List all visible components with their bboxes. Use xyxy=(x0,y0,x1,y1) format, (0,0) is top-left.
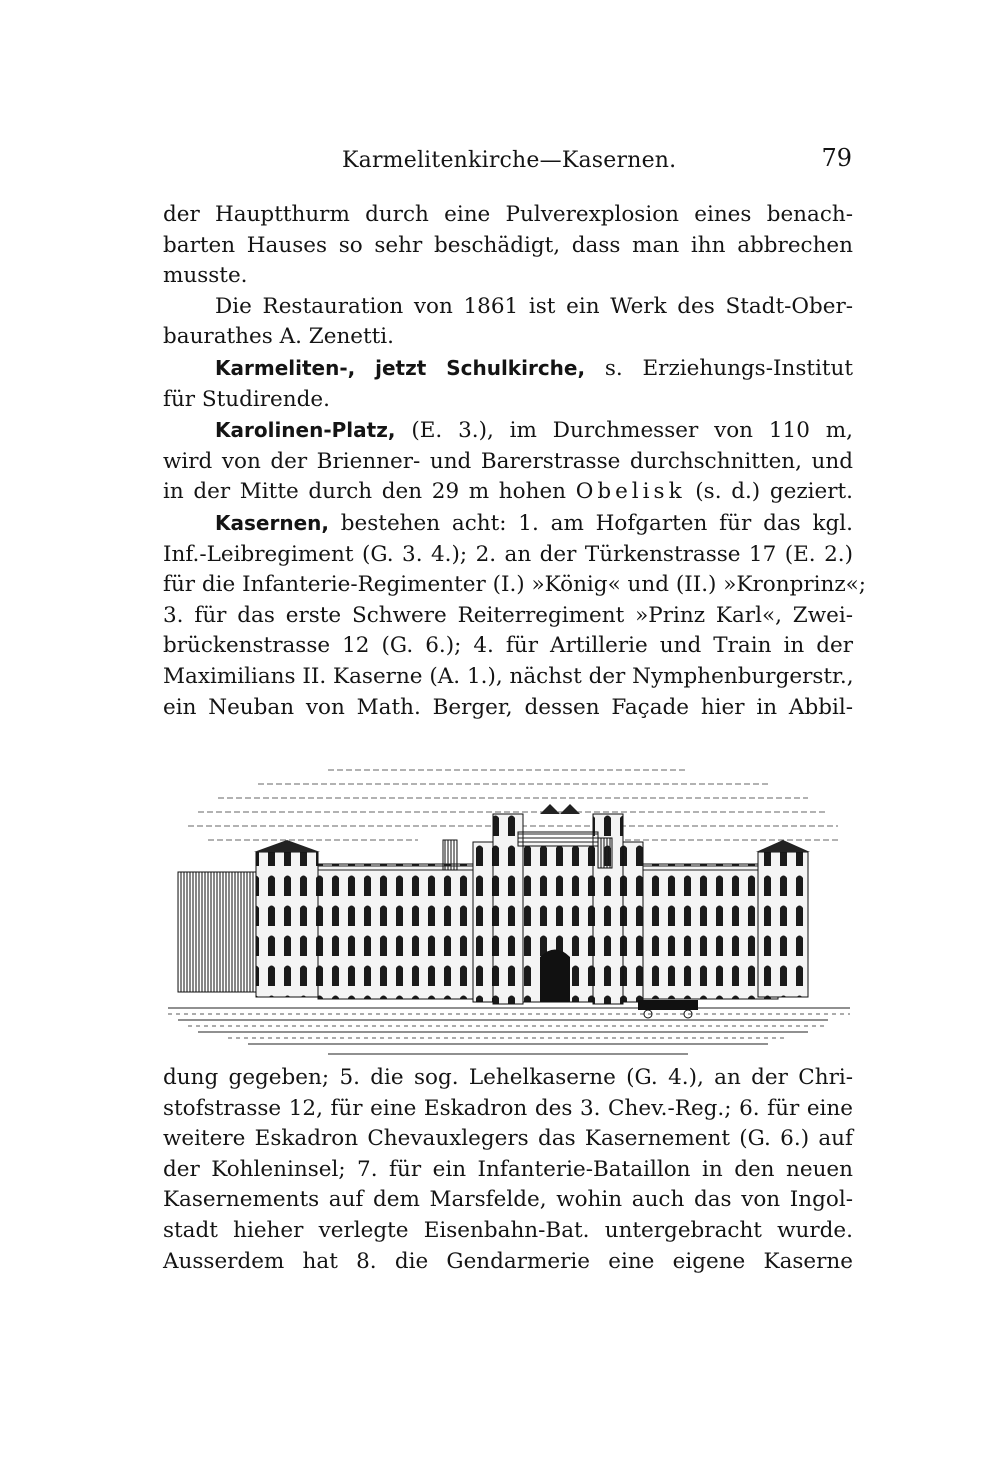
paragraph-restauration xyxy=(163,292,853,353)
body-text-top xyxy=(163,200,867,723)
text-line: musste. xyxy=(163,263,248,289)
entry-term: Karolinen-Platz, xyxy=(215,418,396,443)
entry-text: (E. 3.), im Durchmesser von 110 m, xyxy=(395,418,853,444)
paragraph-continued xyxy=(163,200,853,292)
text-line: 3. für das erste Schwere Reiterregiment »Prinz Karl«, Zwei- xyxy=(163,602,853,628)
entry-karolinen-platz xyxy=(163,415,853,508)
text-line: der Hauptthurm durch eine Pulverexplosion eines benach- xyxy=(163,202,853,227)
text-line: wird von der Brienner- und Barerstrasse durchschnitten, und xyxy=(163,448,853,474)
text-line: Inf.-Leibregiment (G. 3. 4.); 2. an der Türkenstrasse 17 (E. 2.) xyxy=(163,541,853,567)
entry-text: s. Erziehungs-Institut xyxy=(585,355,853,381)
text-line: barten Hauses so sehr beschädigt, dass man ihn abbrechen xyxy=(163,232,853,258)
entry-term: Kasernen, xyxy=(215,510,329,535)
text-line: Maximilians II. Kaserne (A. 1.), nächst der Nymphenburgerstr., xyxy=(163,663,854,689)
text-line xyxy=(163,353,853,385)
paragraph-continuation xyxy=(163,1063,853,1277)
entry-kasernen xyxy=(163,508,867,723)
running-head-title: Karmelitenkirche—Kasernen. xyxy=(342,148,677,173)
text-line xyxy=(163,415,853,447)
page-number: 79 xyxy=(821,144,852,172)
text-line: brückenstrasse 12 (G. 6.); 4. für Artillerie und Train in der xyxy=(163,633,853,659)
text-line xyxy=(163,508,853,540)
text-line: für Studirende. xyxy=(163,386,330,412)
entry-karmeliten xyxy=(163,353,853,415)
text-line: baurathes A. Zenetti. xyxy=(163,324,395,350)
text-line: dung gegeben; 5. die sog. Lehelkaserne (G. 4.), an der Chri- xyxy=(163,1065,853,1090)
text-line xyxy=(163,477,853,508)
text-line: stadt hieher verlegte Eisenbahn-Bat. untergebracht wurde. xyxy=(163,1217,853,1243)
entry-text: bestehen acht: 1. am Hofgarten für das kgl. xyxy=(328,510,853,536)
spaced-term: Obelisk xyxy=(575,479,686,505)
text-run: (s. d.) geziert. xyxy=(685,479,853,505)
text-line: Die Restauration von 1861 ist ein Werk des Stadt-Ober- xyxy=(215,293,853,319)
text-line: ein Neuban von Math. Berger, dessen Façade hier in Abbil- xyxy=(163,694,853,720)
running-head xyxy=(160,140,860,180)
body-text-bottom xyxy=(163,1063,853,1277)
barracks-engraving-icon xyxy=(168,752,850,1062)
text-line: der Kohleninsel; 7. für ein Infanterie-Bataillon in den neuen xyxy=(163,1156,853,1182)
text-line: Kasernements auf dem Marsfelde, wohin auch das von Ingol- xyxy=(163,1187,853,1213)
text-line: Ausserdem hat 8. die Gendarmerie eine eigene Kaserne xyxy=(163,1248,853,1274)
entry-term: Karmeliten-, jetzt Schulkirche, xyxy=(215,355,586,380)
text-line: weitere Eskadron Chevauxlegers das Kasernement (G. 6.) auf xyxy=(163,1126,853,1152)
text-run: in der Mitte durch den 29 m hohen xyxy=(163,479,576,505)
text-line: stofstrasse 12, für eine Eskadron des 3. Chev.-Reg.; 6. für eine xyxy=(163,1095,853,1121)
text-line: für die Infanterie-Regimenter (I.) »König« und (II.) »Kronprinz«; xyxy=(163,572,867,598)
